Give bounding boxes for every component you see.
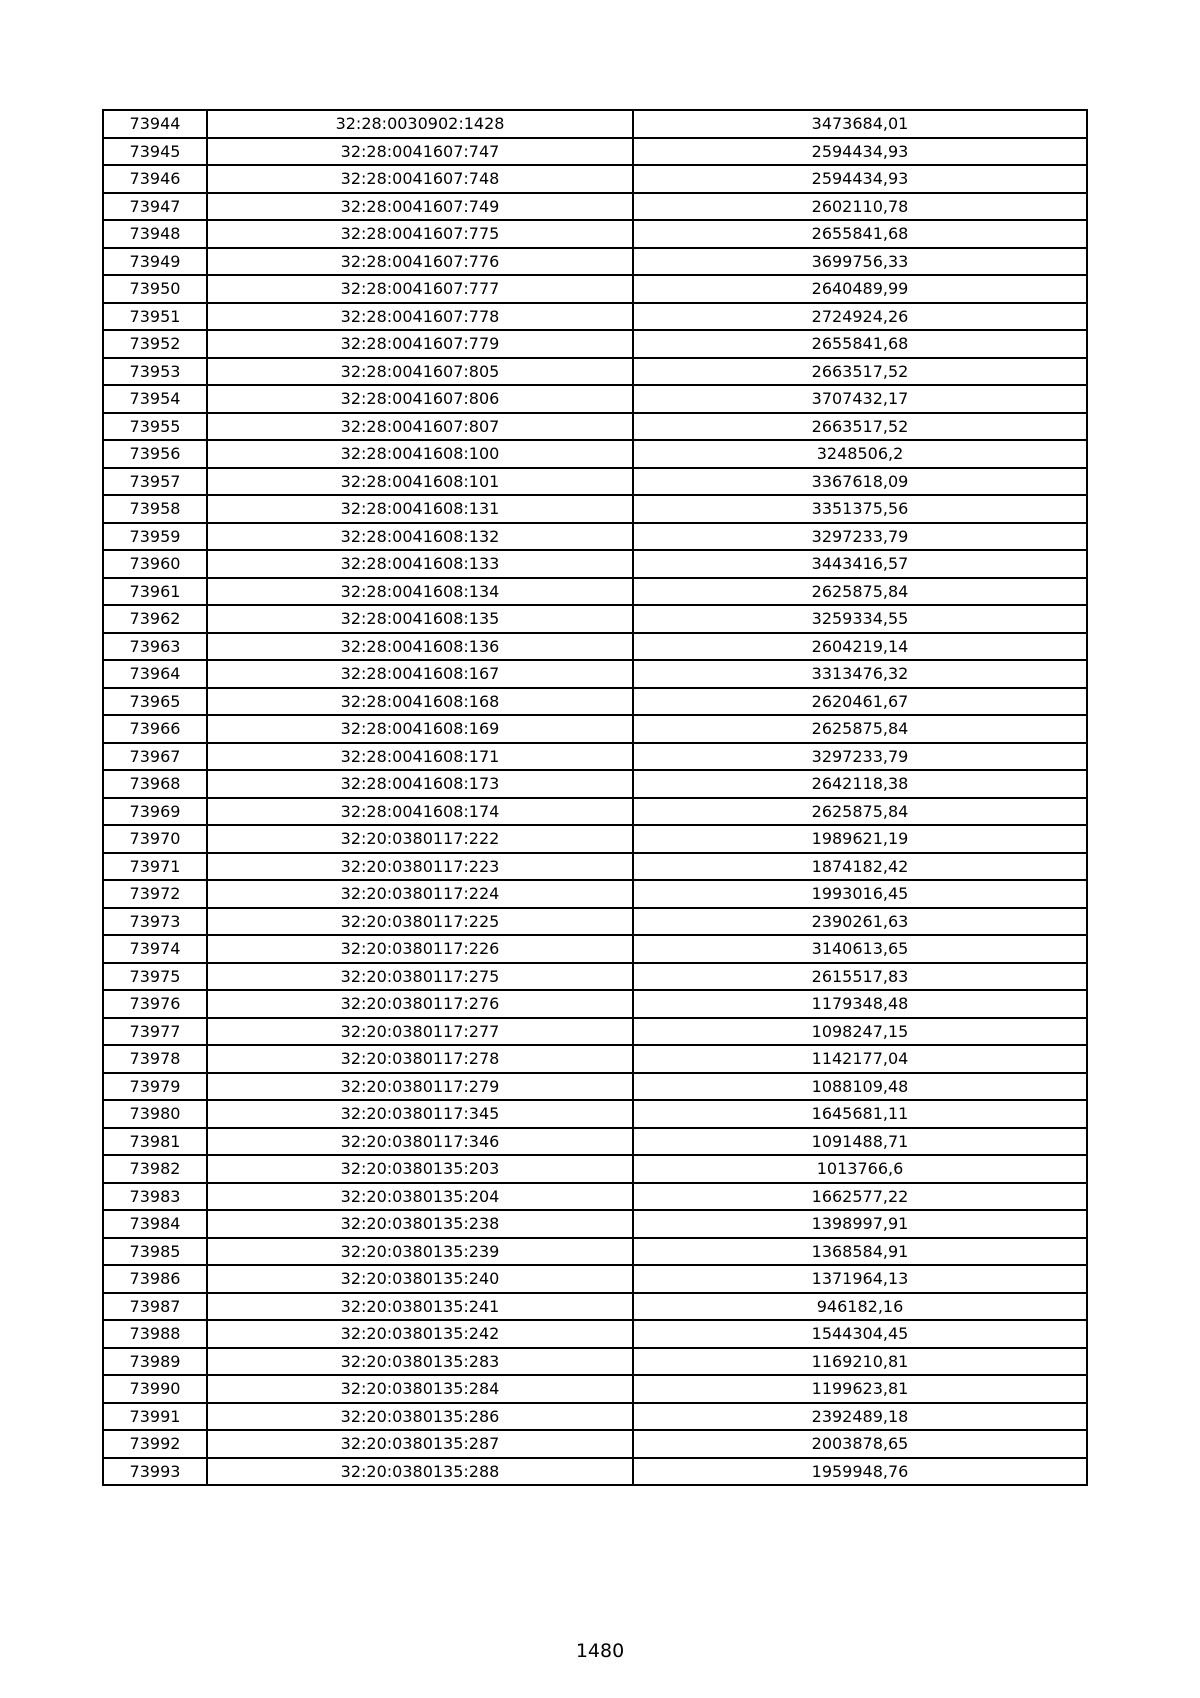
cadastral-number-cell: 32:28:0041607:778 [207,303,633,331]
row-number-cell: 73992 [103,1430,207,1458]
row-number-cell: 73949 [103,248,207,276]
cadastral-number-cell: 32:20:0380135:239 [207,1238,633,1266]
cadastral-number-cell: 32:20:0380117:224 [207,880,633,908]
registry-table [102,109,1088,1486]
table-row [103,330,1087,358]
cadastral-number-cell: 32:20:0380135:283 [207,1348,633,1376]
cadastral-number-cell: 32:28:0041608:131 [207,495,633,523]
row-number-cell: 73944 [103,110,207,138]
value-cell: 1544304,45 [633,1320,1087,1348]
value-cell: 2003878,65 [633,1430,1087,1458]
cadastral-number-cell: 32:20:0380135:204 [207,1183,633,1211]
cadastral-number-cell: 32:28:0041608:101 [207,468,633,496]
value-cell: 2655841,68 [633,330,1087,358]
table-row [103,468,1087,496]
table-row [103,908,1087,936]
table-row [103,220,1087,248]
value-cell: 1088109,48 [633,1073,1087,1101]
value-cell: 3351375,56 [633,495,1087,523]
value-cell: 2724924,26 [633,303,1087,331]
value-cell: 1179348,48 [633,990,1087,1018]
row-number-cell: 73988 [103,1320,207,1348]
row-number-cell: 73966 [103,715,207,743]
row-number-cell: 73968 [103,770,207,798]
value-cell: 2392489,18 [633,1403,1087,1431]
value-cell: 3297233,79 [633,523,1087,551]
cadastral-number-cell: 32:28:0041608:171 [207,743,633,771]
value-cell: 1989621,19 [633,825,1087,853]
value-cell: 3297233,79 [633,743,1087,771]
table-row [103,193,1087,221]
row-number-cell: 73953 [103,358,207,386]
row-number-cell: 73972 [103,880,207,908]
cadastral-number-cell: 32:20:0380135:286 [207,1403,633,1431]
row-number-cell: 73978 [103,1045,207,1073]
row-number-cell: 73985 [103,1238,207,1266]
table-row [103,1045,1087,1073]
cadastral-number-cell: 32:28:0041608:135 [207,605,633,633]
table-row [103,825,1087,853]
cadastral-number-cell: 32:20:0380135:240 [207,1265,633,1293]
value-cell: 1371964,13 [633,1265,1087,1293]
cadastral-number-cell: 32:28:0030902:1428 [207,110,633,138]
row-number-cell: 73979 [103,1073,207,1101]
value-cell: 2594434,93 [633,138,1087,166]
row-number-cell: 73983 [103,1183,207,1211]
cadastral-number-cell: 32:20:0380117:222 [207,825,633,853]
value-cell: 1098247,15 [633,1018,1087,1046]
cadastral-number-cell: 32:20:0380117:225 [207,908,633,936]
value-cell: 1874182,42 [633,853,1087,881]
row-number-cell: 73960 [103,550,207,578]
value-cell: 1959948,76 [633,1458,1087,1486]
cadastral-number-cell: 32:28:0041608:174 [207,798,633,826]
table-row [103,1128,1087,1156]
cadastral-number-cell: 32:28:0041608:168 [207,688,633,716]
value-cell: 2604219,14 [633,633,1087,661]
value-cell: 3140613,65 [633,935,1087,963]
table-row [103,743,1087,771]
value-cell: 1199623,81 [633,1375,1087,1403]
row-number-cell: 73958 [103,495,207,523]
row-number-cell: 73975 [103,963,207,991]
row-number-cell: 73951 [103,303,207,331]
table-row [103,495,1087,523]
cadastral-number-cell: 32:28:0041608:100 [207,440,633,468]
cadastral-number-cell: 32:20:0380135:287 [207,1430,633,1458]
value-cell: 1662577,22 [633,1183,1087,1211]
value-cell: 2615517,83 [633,963,1087,991]
row-number-cell: 73981 [103,1128,207,1156]
cadastral-number-cell: 32:20:0380135:241 [207,1293,633,1321]
row-number-cell: 73959 [103,523,207,551]
value-cell: 2602110,78 [633,193,1087,221]
cadastral-number-cell: 32:28:0041608:136 [207,633,633,661]
cadastral-number-cell: 32:28:0041607:807 [207,413,633,441]
cadastral-number-cell: 32:28:0041607:776 [207,248,633,276]
value-cell: 2655841,68 [633,220,1087,248]
row-number-cell: 73965 [103,688,207,716]
cadastral-number-cell: 32:20:0380117:223 [207,853,633,881]
value-cell: 1398997,91 [633,1210,1087,1238]
row-number-cell: 73989 [103,1348,207,1376]
table-row [103,165,1087,193]
row-number-cell: 73964 [103,660,207,688]
value-cell: 2625875,84 [633,798,1087,826]
value-cell: 3313476,32 [633,660,1087,688]
row-number-cell: 73976 [103,990,207,1018]
cadastral-number-cell: 32:20:0380117:346 [207,1128,633,1156]
cadastral-number-cell: 32:20:0380135:288 [207,1458,633,1486]
cadastral-number-cell: 32:20:0380117:278 [207,1045,633,1073]
table-row [103,853,1087,881]
cadastral-number-cell: 32:20:0380117:226 [207,935,633,963]
row-number-cell: 73956 [103,440,207,468]
row-number-cell: 73977 [103,1018,207,1046]
table-row [103,935,1087,963]
row-number-cell: 73986 [103,1265,207,1293]
value-cell: 2642118,38 [633,770,1087,798]
cadastral-number-cell: 32:28:0041607:747 [207,138,633,166]
cadastral-number-cell: 32:28:0041607:805 [207,358,633,386]
table-row [103,1238,1087,1266]
value-cell: 3473684,01 [633,110,1087,138]
value-cell: 2620461,67 [633,688,1087,716]
value-cell: 2390261,63 [633,908,1087,936]
value-cell: 1368584,91 [633,1238,1087,1266]
value-cell: 2625875,84 [633,715,1087,743]
table-row [103,770,1087,798]
table-row [103,358,1087,386]
table-row [103,1018,1087,1046]
value-cell: 1142177,04 [633,1045,1087,1073]
table-row [103,413,1087,441]
table-row [103,633,1087,661]
row-number-cell: 73955 [103,413,207,441]
table-row [103,110,1087,138]
table-row [103,963,1087,991]
row-number-cell: 73967 [103,743,207,771]
table-row [103,1265,1087,1293]
cadastral-number-cell: 32:20:0380135:242 [207,1320,633,1348]
value-cell: 3248506,2 [633,440,1087,468]
row-number-cell: 73954 [103,385,207,413]
table-row [103,303,1087,331]
row-number-cell: 73961 [103,578,207,606]
table-row [103,248,1087,276]
table-row [103,1458,1087,1486]
cadastral-number-cell: 32:20:0380135:238 [207,1210,633,1238]
table-row [103,798,1087,826]
page-number: 1480 [575,1640,625,1662]
cadastral-number-cell: 32:28:0041607:806 [207,385,633,413]
value-cell: 1169210,81 [633,1348,1087,1376]
row-number-cell: 73970 [103,825,207,853]
cadastral-number-cell: 32:20:0380135:203 [207,1155,633,1183]
table-row [103,578,1087,606]
value-cell: 1013766,6 [633,1155,1087,1183]
table-row [103,138,1087,166]
cadastral-number-cell: 32:20:0380117:345 [207,1100,633,1128]
value-cell: 2663517,52 [633,413,1087,441]
table-row [103,660,1087,688]
row-number-cell: 73962 [103,605,207,633]
row-number-cell: 73946 [103,165,207,193]
table-row [103,1100,1087,1128]
row-number-cell: 73990 [103,1375,207,1403]
table-row [103,605,1087,633]
value-cell: 2594434,93 [633,165,1087,193]
row-number-cell: 73945 [103,138,207,166]
value-cell: 3367618,09 [633,468,1087,496]
cadastral-number-cell: 32:20:0380117:277 [207,1018,633,1046]
row-number-cell: 73952 [103,330,207,358]
cadastral-number-cell: 32:20:0380117:279 [207,1073,633,1101]
table-row [103,990,1087,1018]
cadastral-number-cell: 32:28:0041608:134 [207,578,633,606]
table-row [103,1210,1087,1238]
value-cell: 1645681,11 [633,1100,1087,1128]
value-cell: 2663517,52 [633,358,1087,386]
value-cell: 1993016,45 [633,880,1087,908]
row-number-cell: 73982 [103,1155,207,1183]
table-row [103,1320,1087,1348]
row-number-cell: 73950 [103,275,207,303]
cadastral-number-cell: 32:20:0380117:275 [207,963,633,991]
value-cell: 2640489,99 [633,275,1087,303]
cadastral-number-cell: 32:20:0380135:284 [207,1375,633,1403]
registry-table-body [103,110,1087,1485]
table-row [103,880,1087,908]
registry-table-container [102,109,1086,1486]
table-row [103,523,1087,551]
cadastral-number-cell: 32:28:0041607:779 [207,330,633,358]
row-number-cell: 73963 [103,633,207,661]
table-row [103,1293,1087,1321]
row-number-cell: 73947 [103,193,207,221]
row-number-cell: 73980 [103,1100,207,1128]
table-row [103,1348,1087,1376]
table-row [103,1155,1087,1183]
table-row [103,715,1087,743]
table-row [103,1403,1087,1431]
row-number-cell: 73987 [103,1293,207,1321]
table-row [103,1073,1087,1101]
table-row [103,440,1087,468]
cadastral-number-cell: 32:28:0041607:775 [207,220,633,248]
row-number-cell: 73971 [103,853,207,881]
row-number-cell: 73974 [103,935,207,963]
value-cell: 1091488,71 [633,1128,1087,1156]
cadastral-number-cell: 32:28:0041608:167 [207,660,633,688]
table-row [103,1375,1087,1403]
cadastral-number-cell: 32:28:0041608:133 [207,550,633,578]
cadastral-number-cell: 32:28:0041608:173 [207,770,633,798]
row-number-cell: 73984 [103,1210,207,1238]
cadastral-number-cell: 32:28:0041607:748 [207,165,633,193]
row-number-cell: 73969 [103,798,207,826]
table-row [103,550,1087,578]
row-number-cell: 73948 [103,220,207,248]
value-cell: 2625875,84 [633,578,1087,606]
row-number-cell: 73957 [103,468,207,496]
table-row [103,275,1087,303]
value-cell: 3699756,33 [633,248,1087,276]
row-number-cell: 73993 [103,1458,207,1486]
cadastral-number-cell: 32:28:0041607:777 [207,275,633,303]
table-row [103,1183,1087,1211]
cadastral-number-cell: 32:28:0041607:749 [207,193,633,221]
cadastral-number-cell: 32:28:0041608:169 [207,715,633,743]
row-number-cell: 73973 [103,908,207,936]
value-cell: 3443416,57 [633,550,1087,578]
value-cell: 3707432,17 [633,385,1087,413]
value-cell: 3259334,55 [633,605,1087,633]
value-cell: 946182,16 [633,1293,1087,1321]
cadastral-number-cell: 32:28:0041608:132 [207,523,633,551]
table-row [103,385,1087,413]
cadastral-number-cell: 32:20:0380117:276 [207,990,633,1018]
table-row [103,688,1087,716]
table-row [103,1430,1087,1458]
row-number-cell: 73991 [103,1403,207,1431]
